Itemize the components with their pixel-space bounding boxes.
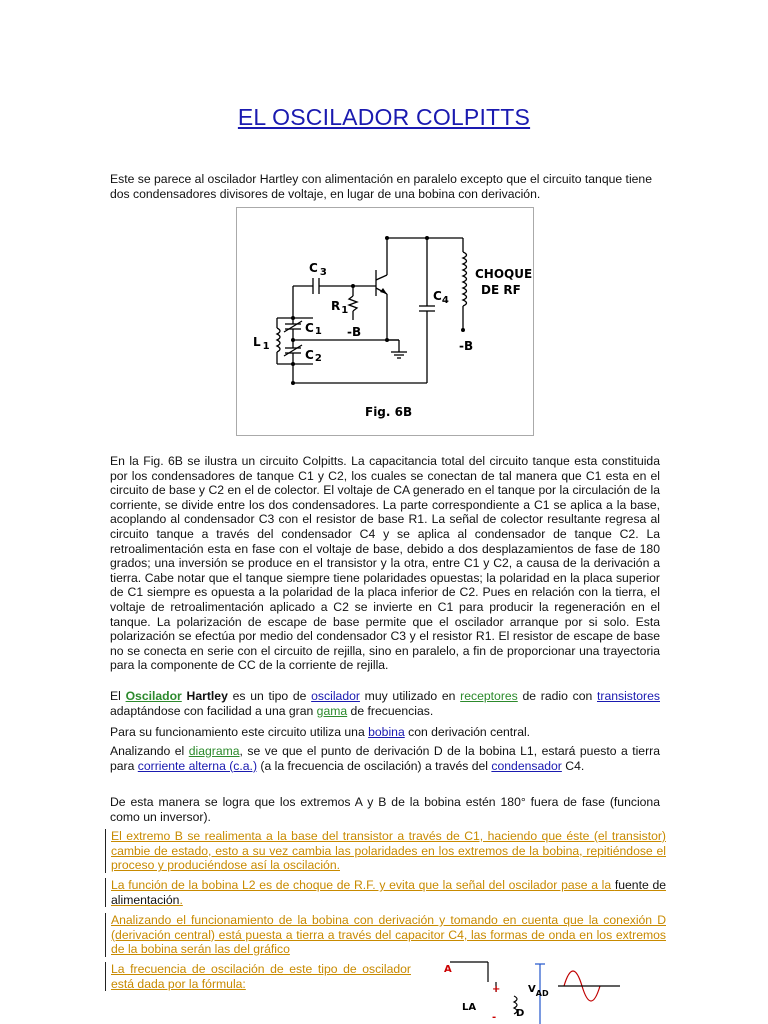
orange-link-realimenta[interactable]: El extremo B se realimenta a la base del transistor a través de C1, haciendo que éste (el transistor) cambie de estado, esto a su vez cambia las polaridades en los extremos de la bobina, repitiéndose el proceso y produciéndose así la oscilación. [105, 829, 666, 873]
gama-link[interactable]: gama [316, 703, 348, 718]
condensador-link[interactable]: condensador [491, 758, 562, 773]
waveform-diagram [440, 958, 640, 1024]
label-c4: $C_4$ [433, 289, 449, 306]
diagram-label-a: A [444, 964, 452, 975]
figure-caption: Fig. 6B [365, 405, 413, 419]
diagram-label-la: LA [462, 1002, 477, 1013]
diagram-label-minus: - [492, 1012, 497, 1023]
diagrama-link[interactable]: diagrama [188, 744, 240, 758]
description-paragraph: En la Fig. 6B se ilustra un circuito Colpitts. La capacitancia total del circuito tanque esta constituida por los condensadores de tanque C1 y C2, los cuales se conectan de tal manera que C1 esta en el circuito de base y C2 en el de colector. El voltaje de CA generado en el tanque por la circulación de la corriente, se divide entre los dos condensadores. La parte correspondiente a C1 se aplica a la base, acoplando al condensador C3 con el resistor de base R1. La señal de colector resultante regresa al circuito tanque a través del condensador C4 y se aplica al condensador de tanque C2. La retroalimentación esta en fase con el voltaje de base, debido a dos desplazamientos de fase de 180 grados; una inversión se produce en el transistor y la otra, entre C1 y C2, a causa de la derivación a tierra. Cabe notar que el tanque siempre tiene polaridades opuestas; la polaridad en la placa superior de C1 siempre es opuesta a la polaridad de la placa inferior de C2. Pues en relación con la tierra, el voltaje de retroalimentación aplicado a C2 se invierte en C1 para producir la regeneración en el tanque. La polarización de escape de base permite que el oscilador arranque por si solo. Esta polarización se efectúa por medio del condensador C3 y el resistor R1. El resistor de escape de base no se conecta en serie con el circuito de rejilla, sino en paralelo, a fin de proporcionar una trayectoria para la componente de CC de la corriente de rejilla. [110, 454, 660, 673]
label-choque: CHOQUE [475, 267, 533, 281]
colpitts-circuit-figure [236, 207, 534, 436]
label-r1: $R_1$ [331, 299, 349, 316]
analizando-paragraph: Analizando el diagrama, se ve que el punto de derivación D de la bobina L1, estará puesto a tierra para corriente alterna (c.a.) (a la frecuencia de oscilación) a través del condensador C4. [110, 744, 660, 773]
transistores-link[interactable]: transistores [597, 689, 660, 703]
oscilador-link[interactable]: oscilador [311, 689, 360, 703]
corriente-alterna-link[interactable]: corriente alterna (c.a.) [137, 758, 257, 773]
diagram-label-d: D [516, 1008, 525, 1019]
label-c3: C $_3$ [309, 261, 327, 278]
diagram-label-vad: $V_{AD}$ [528, 984, 549, 998]
diagram-label-plus: + [492, 984, 501, 995]
bobina-paragraph: Para su funcionamiento este circuito utiliza una bobina con derivación central. [110, 725, 531, 739]
label-c1: C1 [305, 321, 322, 337]
extremos-paragraph: De esta manera se logra que los extremos A y B de la bobina estén 180° fuera de fase (funciona como un inversor). [110, 795, 660, 824]
hartley-bold: Hartley [186, 689, 228, 703]
receptores-link[interactable]: receptores [460, 689, 518, 703]
label-de-rf: DE RF [481, 283, 521, 297]
label-l1: L $_1$ [253, 335, 270, 352]
page-title[interactable]: EL OSCILADOR COLPITTS [237, 104, 531, 130]
bobina-link[interactable]: bobina [368, 725, 405, 739]
label-minus-b1: -B [347, 325, 362, 339]
label-c2: C2 [305, 348, 322, 364]
hartley-paragraph: El Oscilador Hartley es un tipo de oscilador muy utilizado en receptores de radio con transistores adaptándose con facilidad a una gran gama de frecuencias. [110, 689, 660, 718]
fuente-alimentacion-link[interactable]: fuente de alimentación [111, 878, 666, 907]
circuit-schematic [237, 208, 533, 435]
intro-paragraph: Este se parece al oscilador Hartley con alimentación en paralelo excepto que el circuito tanque tiene dos condensadores divisores de voltaje, en lugar de una bobina con derivación. [110, 172, 652, 201]
label-minus-b2: -B [459, 339, 474, 353]
oscilador-link-bold[interactable]: Oscilador [125, 689, 182, 703]
orange-link-bobina-l2[interactable]: La función de la bobina L2 es de choque de R.F. y evita que la señal del oscilador pase a la fuente de alimentación. [105, 878, 666, 907]
orange-link-frecuencia[interactable]: La frecuencia de oscilación de este tipo de oscilador está dada por la fórmula: [105, 962, 411, 991]
orange-link-formas-onda[interactable]: Analizando el funcionamiento de la bobina con derivación y tomando en cuenta que la conexión D (derivación central) está puesta a tierra a través del capacitor C4, las formas de onda en los extremos de la bobina serán las del gráfico [105, 913, 666, 957]
